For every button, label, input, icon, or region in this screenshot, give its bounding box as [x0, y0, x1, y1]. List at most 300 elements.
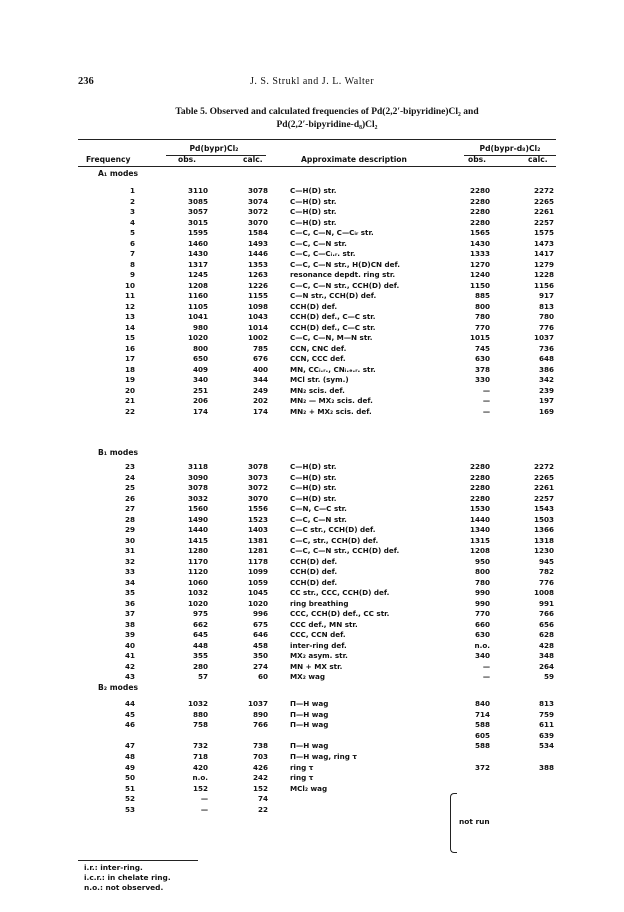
table-row [78, 344, 556, 354]
obs-value: 758 [192, 720, 208, 730]
calc-d8-value: 1037 [533, 333, 554, 342]
calc-value: 890 [252, 709, 268, 719]
description: C—H(D) str. [290, 186, 337, 195]
description: C—H(D) str. [290, 462, 337, 471]
mode-number: 52 [124, 794, 135, 804]
obs-d8-value: 1333 [469, 249, 490, 258]
obs-value: 3110 [187, 186, 208, 195]
description: CCH(D) def. [290, 556, 338, 566]
description: Π—H wag [290, 699, 329, 708]
calc-value: 1226 [247, 280, 268, 290]
obs-d8-value: 990 [474, 598, 490, 608]
calc-d8-value: 776 [538, 577, 554, 587]
mode-number: 25 [124, 483, 135, 492]
table-row [78, 731, 556, 741]
obs-value: 3090 [187, 472, 208, 482]
mode-number: 31 [124, 546, 135, 555]
calc-d8-value: 1156 [533, 280, 554, 290]
mode-number: 47 [124, 741, 135, 751]
header-calc2: calc. [528, 155, 548, 164]
obs-value: 645 [192, 630, 208, 639]
caption-line-1: Table 5. Observed and calculated frequencies of Pd(2,2′-bipyridine)Cl₂ and [175, 107, 479, 117]
calc-d8-value: 2261 [533, 483, 554, 492]
table-row [78, 710, 556, 720]
obs-d8-value: 1208 [469, 546, 490, 555]
calc-value: 1523 [247, 514, 268, 524]
obs-value: 1160 [187, 291, 208, 300]
calc-value: 1045 [247, 588, 268, 597]
calc-d8-value: 1503 [533, 514, 554, 524]
description: CCC def., MN str. [290, 619, 358, 629]
obs-d8-value: 605 [474, 730, 490, 740]
table-row [78, 651, 556, 661]
calc-value: 3073 [247, 472, 268, 482]
obs-d8-value: 1430 [469, 238, 490, 248]
footnote-rule [78, 860, 198, 861]
obs-value: — [200, 805, 208, 814]
calc-d8-value: 1473 [533, 238, 554, 248]
calc-value: 60 [257, 672, 268, 681]
description: resonance depdt. ring str. [290, 270, 396, 279]
calc-value: 74 [257, 794, 268, 804]
obs-d8-value: 1565 [469, 228, 490, 237]
calc-value: 174 [252, 406, 268, 416]
description: MX₂ wag [290, 672, 325, 681]
obs-d8-value: — [482, 406, 490, 416]
calc-value: 3072 [247, 207, 268, 216]
description: Π—H wag [290, 741, 329, 751]
obs-value: 1060 [187, 577, 208, 587]
mode-number: 28 [124, 514, 135, 524]
calc-value: 426 [252, 762, 268, 772]
mode-number: 30 [124, 535, 135, 545]
obs-d8-value: 340 [474, 651, 490, 660]
obs-d8-value: 2280 [469, 217, 490, 227]
obs-d8-value: 2280 [469, 472, 490, 482]
calc-value: 274 [252, 661, 268, 671]
mode-number: 35 [124, 588, 135, 597]
table-row [78, 741, 556, 751]
calc-value: 1099 [247, 567, 268, 576]
calc-d8-value: 813 [538, 301, 554, 311]
table-row [78, 302, 556, 312]
table-row [78, 699, 556, 709]
description: ring τ [290, 762, 314, 772]
description: C—C, C—N str., CCH(D) def. [290, 280, 400, 290]
calc-d8-value: 386 [538, 364, 554, 374]
table-caption [112, 106, 542, 132]
obs-value: 1170 [187, 556, 208, 566]
mode-number: 34 [124, 577, 135, 587]
calc-value: 3078 [247, 186, 268, 195]
table-row [78, 805, 556, 815]
calc-value: 350 [252, 651, 268, 660]
description: C—C, C—N, M—N str. [290, 333, 373, 342]
description: Π—H wag, ring τ [290, 752, 357, 761]
calc-d8-value: 348 [538, 651, 554, 660]
obs-value: 1020 [187, 598, 208, 608]
calc-d8-value: 239 [538, 385, 554, 395]
calc-value: 344 [252, 375, 268, 384]
footnote: i.c.r.: in chelate ring. [84, 873, 171, 882]
mode-number: 50 [124, 773, 135, 783]
table-row [78, 249, 556, 259]
table-row [78, 239, 556, 249]
calc-d8-value: 2265 [533, 196, 554, 206]
table-row [78, 620, 556, 630]
calc-d8-value: 776 [538, 322, 554, 332]
obs-value: 1460 [187, 238, 208, 248]
calc-value: 3074 [247, 196, 268, 206]
calc-value: 646 [252, 630, 268, 639]
obs-value: 1032 [187, 699, 208, 708]
calc-value: 458 [252, 640, 268, 650]
table-row [78, 588, 556, 598]
calc-value: 766 [252, 720, 268, 730]
mode-number: 3 [129, 207, 135, 216]
obs-d8-value: 1240 [469, 270, 490, 279]
obs-value: 732 [192, 741, 208, 751]
table-row [78, 396, 556, 406]
description: MX₂ asym. str. [290, 651, 348, 660]
mode-number: 13 [124, 312, 135, 321]
obs-d8-value: 1015 [469, 333, 490, 342]
table-row [78, 763, 556, 773]
obs-d8-value: — [482, 396, 490, 405]
calc-value: 1002 [247, 333, 268, 342]
table-row [78, 546, 556, 556]
obs-value: 355 [192, 651, 208, 660]
obs-value: 3085 [187, 196, 208, 206]
obs-d8-value: 770 [474, 609, 490, 618]
mode-number: 18 [124, 364, 135, 374]
table-row [78, 291, 556, 301]
header-description: Approximate description [301, 155, 407, 164]
description: CCH(D) def. [290, 301, 338, 311]
obs-d8-value: — [482, 672, 490, 681]
mode-number: 14 [124, 322, 135, 332]
description: MN₂ — MX₂ scis. def. [290, 396, 373, 405]
calc-d8-value: 1279 [533, 259, 554, 269]
table-row [78, 662, 556, 672]
obs-d8-value: 885 [474, 291, 490, 300]
obs-d8-value: 630 [474, 630, 490, 639]
description: C—C, C—N str., H(D)CN def. [290, 259, 400, 269]
calc-value: 1446 [247, 249, 268, 258]
mode-number: 43 [124, 672, 135, 681]
calc-d8-value: 2272 [533, 186, 554, 195]
obs-d8-value: 330 [474, 375, 490, 384]
mode-number: 42 [124, 661, 135, 671]
obs-d8-value: 800 [474, 301, 490, 311]
description: C—C, C—N str. [290, 238, 347, 248]
obs-value: 1440 [187, 525, 208, 534]
description: C—C, C—N str., CCH(D) def. [290, 546, 400, 555]
table-row [78, 197, 556, 207]
calc-d8-value: 2261 [533, 207, 554, 216]
table-row [78, 218, 556, 228]
calc-value: 1059 [247, 577, 268, 587]
table-row [78, 599, 556, 609]
description: Π—H wag [290, 709, 329, 719]
mode-number: 36 [124, 598, 135, 608]
obs-value: 3015 [187, 217, 208, 227]
calc-d8-value: 1008 [533, 588, 554, 597]
mode-number: 5 [129, 228, 135, 237]
description: ring τ [290, 773, 314, 783]
obs-value: 1430 [187, 249, 208, 258]
footnote: n.o.: not observed. [84, 883, 164, 892]
calc-value: 202 [252, 396, 268, 405]
mode-number: 17 [124, 354, 135, 363]
description: CCN, CNC def. [290, 343, 347, 353]
description: C—C, C—N str. [290, 514, 347, 524]
mode-number: 10 [124, 280, 135, 290]
calc-value: 676 [252, 354, 268, 363]
obs-d8-value: 770 [474, 322, 490, 332]
table-row [78, 641, 556, 651]
obs-value: 1105 [187, 301, 208, 311]
calc-value: 3078 [247, 462, 268, 471]
mode-number: 53 [124, 805, 135, 814]
obs-value: 3078 [187, 483, 208, 492]
obs-value: 409 [192, 364, 208, 374]
table-row [78, 375, 556, 385]
calc-d8-value: 656 [538, 619, 554, 629]
table-row [78, 494, 556, 504]
calc-d8-value: 782 [538, 567, 554, 576]
calc-value: 242 [252, 773, 268, 783]
obs-value: 800 [192, 343, 208, 353]
obs-value: 1415 [187, 535, 208, 545]
calc-value: 785 [252, 343, 268, 353]
description: CC str., CCC, CCH(D) def. [290, 588, 390, 597]
calc-value: 1014 [247, 322, 268, 332]
table-row [78, 354, 556, 364]
calc-d8-value: 780 [538, 312, 554, 321]
table-row [78, 473, 556, 483]
section-a1-modes: A₁ modes [98, 169, 139, 178]
obs-value: 3032 [187, 493, 208, 503]
mode-number: 19 [124, 375, 135, 384]
mode-number: 48 [124, 752, 135, 761]
table-row [78, 720, 556, 730]
table-row [78, 525, 556, 535]
calc-d8-value: 2272 [533, 462, 554, 471]
obs-d8-value: 840 [474, 699, 490, 708]
calc-value: 675 [252, 619, 268, 629]
obs-d8-value: 1150 [469, 280, 490, 290]
not-run-brace [450, 793, 457, 853]
calc-d8-value: 534 [538, 741, 554, 751]
calc-value: 738 [252, 741, 268, 751]
table-row [78, 323, 556, 333]
calc-value: 996 [252, 609, 268, 618]
table-row [78, 333, 556, 343]
description: C—C, str., CCH(D) def. [290, 535, 379, 545]
mode-number: 37 [124, 609, 135, 618]
obs-d8-value: 950 [474, 556, 490, 566]
calc-value: 22 [257, 805, 268, 814]
table-row [78, 773, 556, 783]
table-row [78, 312, 556, 322]
description: CCC, CCN def. [290, 630, 346, 639]
table-row [78, 186, 556, 196]
table-row [78, 407, 556, 417]
mode-number: 27 [124, 504, 135, 513]
obs-d8-value: 780 [474, 577, 490, 587]
mode-number: 49 [124, 762, 135, 772]
obs-value: 1120 [187, 567, 208, 576]
mode-number: 26 [124, 493, 135, 503]
calc-d8-value: 2265 [533, 472, 554, 482]
table-row [78, 784, 556, 794]
section-b1-modes: B₁ modes [98, 448, 138, 457]
table-row [78, 228, 556, 238]
mode-number: 2 [129, 196, 135, 206]
calc-d8-value: 1318 [533, 535, 554, 545]
mode-number: 44 [124, 699, 135, 708]
description: CCN, CCC def. [290, 354, 346, 363]
calc-value: 3070 [247, 493, 268, 503]
calc-value: 3070 [247, 217, 268, 227]
header-frequency: Frequency [86, 155, 131, 164]
mode-number: 22 [124, 406, 135, 416]
calc-value: 1020 [247, 598, 268, 608]
table-row [78, 207, 556, 217]
table-row [78, 536, 556, 546]
obs-d8-value: 630 [474, 354, 490, 363]
table-row [78, 609, 556, 619]
obs-value: 3118 [187, 462, 208, 471]
obs-value: 280 [192, 661, 208, 671]
description: C—H(D) str. [290, 217, 337, 227]
table-row [78, 260, 556, 270]
description: C—C str., CCH(D) def. [290, 525, 376, 534]
obs-value: 1208 [187, 280, 208, 290]
obs-value: 3057 [187, 207, 208, 216]
obs-d8-value: 1440 [469, 514, 490, 524]
table-row [78, 578, 556, 588]
obs-d8-value: 745 [474, 343, 490, 353]
calc-d8-value: 428 [538, 640, 554, 650]
obs-d8-value: 588 [474, 741, 490, 751]
table-row [78, 386, 556, 396]
description: C—H(D) str. [290, 472, 337, 482]
mode-number: 1 [129, 186, 135, 195]
not-run-label: not run [459, 817, 490, 826]
mode-number: 6 [129, 238, 135, 248]
calc-value: 1584 [247, 228, 268, 237]
calc-value: 1353 [247, 259, 268, 269]
description: CCC, CCH(D) def., CC str. [290, 609, 390, 618]
obs-value: 206 [192, 396, 208, 405]
table-row [78, 672, 556, 682]
mode-number: 12 [124, 301, 135, 311]
obs-d8-value: 372 [474, 762, 490, 772]
description: C—H(D) str. [290, 196, 337, 206]
mode-number: 38 [124, 619, 135, 629]
calc-value: 152 [252, 783, 268, 793]
description: MCl str. (sym.) [290, 375, 349, 384]
obs-value: 420 [192, 762, 208, 772]
footnote: i.r.: inter-ring. [84, 863, 143, 872]
obs-value: 1245 [187, 270, 208, 279]
mode-number: 33 [124, 567, 135, 576]
obs-d8-value: — [482, 661, 490, 671]
obs-value: 1020 [187, 333, 208, 342]
description: MN, CCᵢ.ᵣ., CNᵢ.ₑ.ᵣ. str. [290, 364, 376, 374]
table-row [78, 630, 556, 640]
obs-value: 1317 [187, 259, 208, 269]
description: MN₂ scis. def. [290, 385, 345, 395]
running-head: J. S. Strukl and J. L. Walter [249, 76, 375, 87]
mode-number: 29 [124, 525, 135, 534]
obs-value: n.o. [192, 773, 208, 783]
obs-d8-value: 780 [474, 312, 490, 321]
section-b2-modes: B₂ modes [98, 683, 138, 692]
obs-d8-value: 588 [474, 720, 490, 730]
mode-number: 20 [124, 385, 135, 395]
obs-value: 1032 [187, 588, 208, 597]
calc-d8-value: 991 [538, 598, 554, 608]
description: ring breathing [290, 598, 349, 608]
obs-value: 152 [192, 783, 208, 793]
obs-value: — [200, 794, 208, 804]
description: C—N, C—C str. [290, 504, 347, 513]
page-number: 236 [78, 76, 94, 87]
obs-value: 1041 [187, 312, 208, 321]
header-rule [78, 166, 556, 167]
calc-d8-value: 766 [538, 609, 554, 618]
calc-d8-value: 813 [538, 699, 554, 708]
description: CCH(D) def., C—C str. [290, 322, 376, 332]
description: C—N str., CCH(D) def. [290, 291, 377, 300]
mode-number: 9 [129, 270, 135, 279]
calc-value: 1098 [247, 301, 268, 311]
obs-value: 718 [192, 752, 208, 761]
calc-value: 1043 [247, 312, 268, 321]
calc-value: 1493 [247, 238, 268, 248]
obs-value: 57 [197, 672, 208, 681]
obs-value: 448 [192, 640, 208, 650]
header-group-pd-bypr: Pd(bypr)Cl₂ [189, 144, 239, 153]
calc-d8-value: 1417 [533, 249, 554, 258]
table-row [78, 281, 556, 291]
description: CCH(D) def. [290, 577, 338, 587]
calc-d8-value: 648 [538, 354, 554, 363]
mode-number: 41 [124, 651, 135, 660]
description: MCl₂ wag [290, 783, 328, 793]
obs-d8-value: 2280 [469, 462, 490, 471]
mode-number: 11 [124, 291, 135, 300]
description: inter-ring def. [290, 640, 347, 650]
header-calc: calc. [243, 155, 263, 164]
calc-d8-value: 639 [538, 730, 554, 740]
mode-number: 8 [129, 259, 135, 269]
mode-number: 24 [124, 472, 135, 482]
mode-number: 32 [124, 556, 135, 566]
obs-d8-value: 2280 [469, 207, 490, 216]
calc-value: 1263 [247, 270, 268, 279]
obs-d8-value: n.o. [474, 640, 490, 650]
table-row [78, 752, 556, 762]
obs-value: 662 [192, 619, 208, 629]
obs-d8-value: 660 [474, 619, 490, 629]
calc-d8-value: 169 [538, 406, 554, 416]
calc-d8-value: 342 [538, 375, 554, 384]
obs-value: 980 [192, 322, 208, 332]
